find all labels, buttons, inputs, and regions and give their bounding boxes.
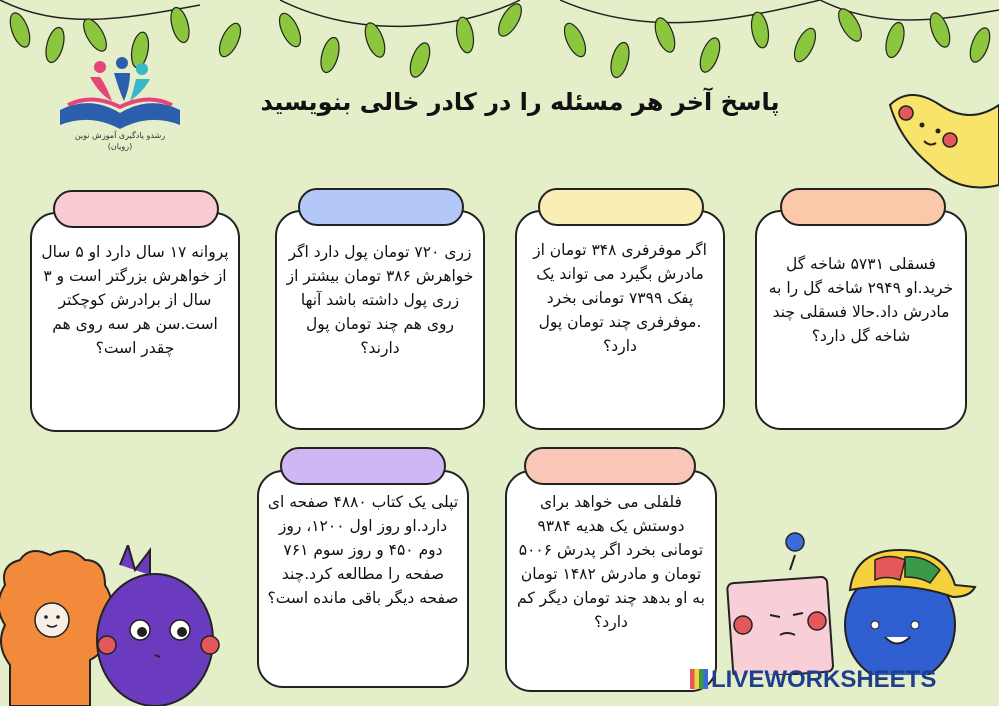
- liveworksheets-logo-icon: [690, 669, 708, 689]
- liveworksheets-brand: LIVEWORKSHEETS: [690, 666, 936, 694]
- problem-text-1: پروانه ۱۷ سال دارد او ۵ سال از خواهرش بزرگتر است و ۳ سال از برادرش کوچکتر است.سن هر سه روی هم چقدر است؟: [41, 243, 229, 357]
- logo-caption: رشدو یادگیری آموزش نوین (رویان): [74, 131, 166, 151]
- problem-text-2: زری ۷۲۰ تومان پول دارد اگر خواهرش ۳۸۶ تومان بیشتر از زری پول داشته باشد آنها روی هم چند تومان پول دارند؟: [286, 243, 474, 357]
- answer-box-5[interactable]: [280, 447, 446, 485]
- problem-text-3: اگر موفرفری ۳۴۸ تومان از مادرش بگیرد می تواند یک پفک ۷۳۹۹ تومانی بخرد .موفرفری چند تومان پول دارد؟: [533, 241, 707, 355]
- monster-characters-decoration: [0, 545, 225, 706]
- problem-text-6: فلفلی می خواهد برای دوستش یک هدیه ۹۳۸۴ تومانی بخرد اگر پدرش ۵۰۰۶ تومان و مادرش ۱۴۸۲ تومان به او بدهد چند تومان دیگر کم دارد؟: [517, 493, 705, 631]
- paper-and-ball-characters-decoration: [725, 525, 999, 675]
- page-title: پاسخ آخر هر مسئله را در کادر خالی بنویسید: [260, 88, 780, 116]
- moon-character-decoration: [880, 85, 999, 195]
- answer-box-3[interactable]: [538, 188, 704, 226]
- problem-text-4: فسقلی ۵۷۳۱ شاخه گل خرید.او ۲۹۴۹ شاخه گل را به مادرش داد.حالا فسقلی چند شاخه گل دارد؟: [768, 255, 954, 345]
- answer-box-6[interactable]: [524, 447, 696, 485]
- answer-box-1[interactable]: [53, 190, 219, 228]
- answer-box-2[interactable]: [298, 188, 464, 226]
- answer-box-4[interactable]: [780, 188, 946, 226]
- problem-text-5: تپلی یک کتاب ۴۸۸۰ صفحه ای دارد.او روز اول ۱۲۰۰، روز دوم ۴۵۰ و روز سوم ۷۶۱ صفحه را مطالعه کرد.چند صفحه دیگر باقی مانده است؟: [267, 493, 459, 607]
